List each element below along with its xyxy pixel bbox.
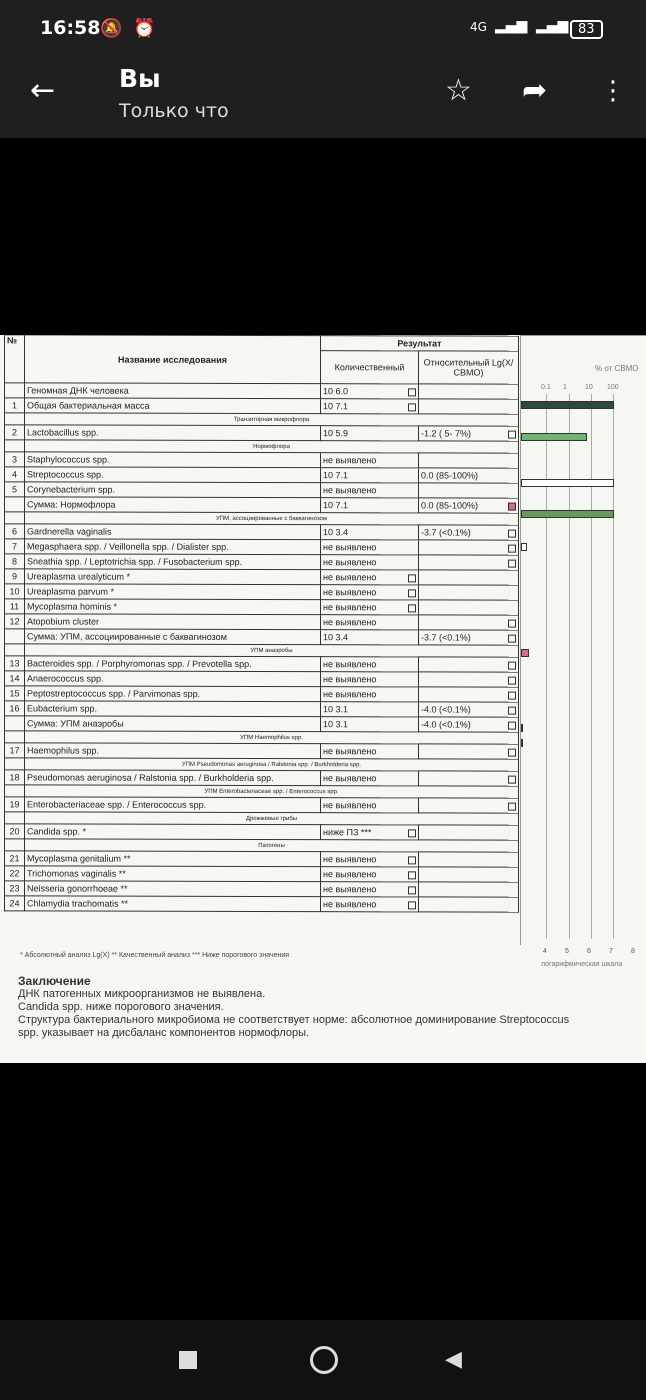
row-rel: 0.0 (85-100%) [419,498,519,513]
row-name: Сумма: УПМ анаэробы [25,716,321,732]
row-name: Ureaplasma parvum * [25,584,321,600]
row-rel [419,771,519,786]
row-number: 8 [5,554,25,569]
row-number: 3 [5,452,25,467]
table-row [5,866,519,882]
checkbox-icon [408,829,416,837]
row-name: Candida spp. * [25,824,321,840]
row-quant: не выявлено [321,687,419,702]
checkbox-icon [508,530,516,538]
scale-tick: 1 [563,384,567,391]
scale-tick: 0.1 [541,384,551,391]
bar-chart-panel [520,335,646,968]
col-quant: Количественный [321,351,419,384]
row-name: Streptococcus spp. [25,467,321,483]
row-name: Trichomonas vaginalis ** [25,866,321,882]
table-row [5,554,519,570]
row-number: 17 [5,743,25,758]
row-quant: 10 6.0 [321,384,419,399]
col-name: Название исследования [25,335,321,384]
row-number [5,497,25,512]
row-name: Peptostreptococcus spp. / Parvimonas spp. [25,686,321,702]
bar-eubacterium [521,724,523,732]
checkbox-icon [508,749,516,757]
conclusion-line: spp. указывает на дисбаланс компонентов нормофлоры. [18,1027,310,1039]
checkbox-icon [508,560,516,568]
lab-report-image [0,335,646,1063]
section-header: УПМ, ассоциированные с баквагинозом [25,512,519,525]
col-no: № [5,335,25,383]
row-name: Gardnerella vaginalis [25,524,321,540]
col-rel: Относительный Lg(X/СВМО) [419,351,519,384]
row-name: Bacteroides spp. / Porphyromonas spp. / Prevotella spp. [25,656,321,672]
row-rel [419,657,519,672]
row-quant: ниже ПЗ *** [321,825,419,840]
checkbox-icon [408,901,416,909]
log-tick: 5 [565,948,569,955]
conclusion-line: ДНК патогенных микроорганизмов не выявлена. [18,988,266,1000]
table-row [5,716,519,732]
table-row [5,539,519,555]
row-quant: не выявлено [321,570,419,585]
row-number: 18 [5,770,25,785]
row-quant: не выявлено [321,600,419,615]
row-number: 12 [5,614,25,629]
row-quant: 10 7.1 [321,468,419,483]
row-name: Mycoplasma hominis * [25,599,321,615]
row-quant: 10 7.1 [321,399,419,414]
row-name: Anaerococcus spp. [25,671,321,687]
checkbox-icon [508,707,516,715]
row-rel: -4.0 (<0.1%) [419,702,519,717]
table-row [5,383,519,399]
table-row [5,425,519,441]
more-icon[interactable]: ⋮ [600,76,626,106]
bar-gardnerella [521,543,527,551]
row-quant: 10 3.4 [321,525,419,540]
row-rel [419,615,519,630]
row-name: Геномная ДНК человека [25,383,321,399]
row-rel [419,852,519,867]
row-name: Chlamydia trachomatis ** [25,896,321,912]
back-icon[interactable]: ◀ [445,1347,462,1372]
checkbox-icon [508,722,516,730]
row-number: 4 [5,467,25,482]
row-name: Atopobium cluster [25,614,321,630]
recents-icon[interactable] [179,1351,197,1369]
row-rel: -3.7 (<0.1%) [419,525,519,540]
scale-tick: 10 [585,384,593,391]
row-number: 2 [5,425,25,440]
checkbox-icon [408,589,416,597]
signal-icon: ▂▄▆ [495,18,528,34]
row-name: Eubacterium spp. [25,701,321,717]
table-row [5,701,519,717]
table-row [5,584,519,600]
row-rel [419,453,519,468]
section-header: УПМ Pseudomonas aeruginosa / Ralstonia spp. / Burkholderia spp. [25,758,519,771]
checkbox-icon [408,574,416,582]
row-quant: не выявлено [321,852,419,867]
row-number: 9 [5,569,25,584]
row-rel [419,600,519,615]
table-row [5,614,519,630]
table-row [5,797,519,813]
row-quant: не выявлено [321,771,419,786]
row-name: Сумма: УПМ, ассоциированные с баквагинозом [25,629,321,645]
network-label: 4G [470,20,487,34]
checkbox-icon [408,886,416,894]
table-row [5,743,519,759]
signal-icon-2: ▂▄▆ [536,18,569,34]
row-number: 19 [5,797,25,812]
row-number [5,716,25,731]
row-rel [419,798,519,813]
row-number: 15 [5,686,25,701]
row-name: Sneathia spp. / Leptotrichia spp. / Fusobacterium spp. [25,554,321,570]
row-number: 11 [5,599,25,614]
table-row [5,881,519,897]
bar-streptococcus [521,479,614,487]
row-quant: не выявлено [321,867,419,882]
row-rel [419,867,519,882]
row-name: Ureaplasma urealyticum * [25,569,321,585]
section-header: Транзиторная микрофлора [25,413,519,426]
share-icon[interactable]: ➦ [522,73,548,108]
row-name: Lactobacillus spp. [25,425,321,441]
row-number: 7 [5,539,25,554]
row-name: Enterobacteriaceae spp. / Enterococcus spp. [25,797,321,813]
conclusion-title: Заключение [18,974,91,988]
table-row [5,851,519,867]
section-header: Дрожжевые грибы [25,812,519,825]
scale-tick: 100 [607,384,619,391]
row-quant: не выявлено [321,585,419,600]
row-rel [419,384,519,399]
home-icon[interactable] [310,1346,338,1374]
status-bar [0,0,646,56]
table-row [5,656,519,672]
row-quant: не выявлено [321,657,419,672]
scale-title: % от СВМО [595,364,639,373]
row-name: Haemophilus spp. [25,743,321,759]
table-row [5,686,519,702]
row-rel [419,555,519,570]
log-tick: 6 [587,948,591,955]
row-quant: не выявлено [321,882,419,897]
checkbox-icon [508,431,516,439]
table-row [5,770,519,786]
checkbox-icon [508,620,516,628]
table-row [5,452,519,468]
row-rel [419,399,519,414]
checkbox-icon [408,871,416,879]
row-quant: 10 3.1 [321,702,419,717]
bar-lactobacillus [521,433,587,441]
row-number: 16 [5,701,25,716]
table-row [5,569,519,585]
row-quant: не выявлено [321,798,419,813]
table-row [5,467,519,483]
app-bar [0,56,646,138]
star-icon[interactable]: ☆ [445,73,472,108]
checkbox-icon [508,662,516,670]
row-name: Corynebacterium spp. [25,482,321,498]
row-rel [419,483,519,498]
mute-icon: 🔕 [100,18,123,39]
row-quant: не выявлено [321,540,419,555]
row-quant: не выявлено [321,483,419,498]
clock: 16:58 [40,17,101,39]
conclusion-line: Структура бактериального микробиома не соответствует норме: абсолютное доминирование Streptococcus [18,1014,570,1026]
bar-normoflora [521,510,614,518]
row-rel: -3.7 (<0.1%) [419,630,519,645]
section-header: Нормофлора [25,440,519,453]
checkbox-icon [508,635,516,643]
row-quant: не выявлено [321,453,419,468]
row-rel [419,897,519,912]
row-rel: -4.0 (<0.1%) [419,717,519,732]
nav-bar [0,1320,646,1400]
section-header: Патогены [25,839,519,852]
table-row [5,482,519,498]
table-row [5,599,519,615]
row-rel [419,825,519,840]
table-row [5,524,519,540]
row-rel [419,687,519,702]
table-row [5,824,519,840]
row-name: Staphylococcus spp. [25,452,321,468]
checkbox-icon [508,545,516,553]
row-quant: 10 3.4 [321,630,419,645]
checkbox-icon [508,692,516,700]
sender-title: Вы [119,64,161,93]
table-row [5,398,519,414]
row-quant: не выявлено [321,615,419,630]
row-number: 1 [5,398,25,413]
bar-total [521,401,614,409]
bar-bv-sum [521,649,529,657]
battery-icon: 83 [570,20,603,39]
checkbox-icon [508,803,516,811]
table-row [5,671,519,687]
row-name: Сумма: Нормофлора [25,497,321,513]
row-number: 21 [5,851,25,866]
row-number: 14 [5,671,25,686]
alarm-icon: ⏰ [133,18,156,39]
row-quant: не выявлено [321,897,419,912]
row-rel [419,570,519,585]
conclusion-line: Candida spp. ниже порогового значения. [18,1001,224,1013]
bar-anaerobes-sum [521,739,523,747]
table-row [5,896,519,912]
row-number: 23 [5,881,25,896]
row-number: 10 [5,584,25,599]
row-rel [419,672,519,687]
checkbox-icon [408,403,416,411]
row-quant: не выявлено [321,672,419,687]
checkbox-icon [408,388,416,396]
timestamp: Только что [119,100,229,122]
row-number: 13 [5,656,25,671]
checkbox-icon [408,856,416,864]
checkbox-icon [408,604,416,612]
row-rel [419,882,519,897]
row-quant: не выявлено [321,555,419,570]
row-number: 6 [5,524,25,539]
section-header: УПМ Haemophilus spp. [25,731,519,744]
log-tick: 8 [631,948,635,955]
row-quant: 10 3.1 [321,717,419,732]
table-row [5,497,519,513]
row-number: 20 [5,824,25,839]
row-name: Pseudomonas aeruginosa / Ralstonia spp. / Burkholderia spp. [25,770,321,786]
back-arrow-icon[interactable]: ← [30,73,56,108]
row-name: Общая бактериальная масса [25,398,321,414]
row-name: Mycoplasma genitalium ** [25,851,321,867]
footnote: * Абсолютный анализ Lg(X) ** Качественный анализ *** Ниже порогового значения [20,952,290,959]
log-tick: 4 [543,948,547,955]
col-result: Результат [321,336,519,352]
table-row [5,629,519,645]
row-number [5,629,25,644]
results-table [4,335,519,913]
section-header: УПМ анаэробы [25,644,519,657]
row-rel [419,744,519,759]
conclusion-block [18,975,569,1040]
log-scale-label: логарифмическая шкала [541,961,623,968]
row-number [5,383,25,398]
row-number: 5 [5,482,25,497]
row-rel: 0.0 (85-100%) [419,468,519,483]
row-number: 22 [5,866,25,881]
row-quant: 10 5.9 [321,426,419,441]
log-tick: 7 [609,948,613,955]
row-rel [419,540,519,555]
row-name: Megasphaera spp. / Veillonella spp. / Dialister spp. [25,539,321,555]
section-header: УПМ Enterobacteriaceae spp. / Enterococcus spp. [25,785,519,798]
row-quant: не выявлено [321,744,419,759]
checkbox-icon [508,677,516,685]
row-name: Neisseria gonorrhoeae ** [25,881,321,897]
row-rel: -1.2 ( 5- 7%) [419,426,519,441]
checkbox-icon [508,503,516,511]
row-number: 24 [5,896,25,911]
row-rel [419,585,519,600]
row-quant: 10 7.1 [321,498,419,513]
checkbox-icon [508,776,516,784]
